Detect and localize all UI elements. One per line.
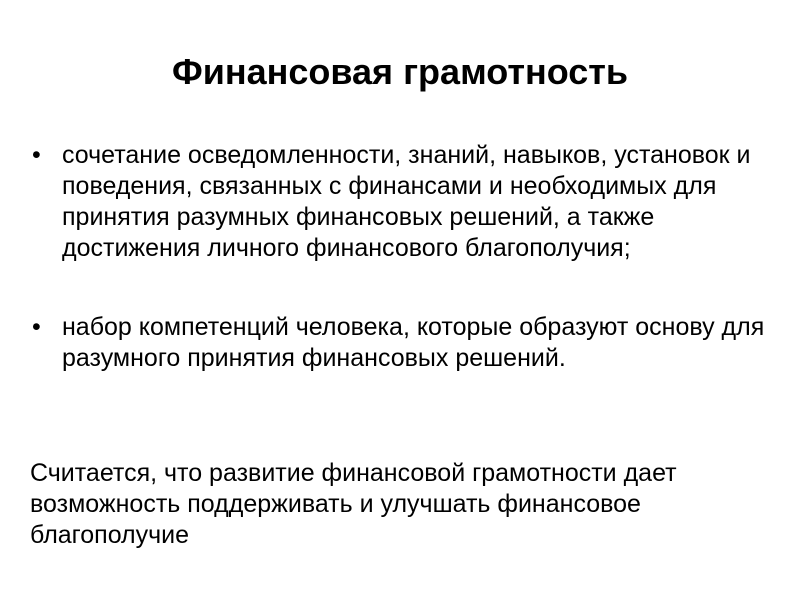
conclusion-text: Считается, что развитие финансовой грамотности дает возможность поддерживать и улучшать финансовое благополучие — [30, 459, 677, 549]
slide-title: Финансовая грамотность — [172, 51, 628, 92]
bullet-marker: • — [32, 141, 41, 169]
bullet-text: сочетание осведомленности, знаний, навыков, установок и поведения, связанных с финансами и необходимых для принятия разумных финансовых решений, а также достижения личного финансового благополучия; — [62, 141, 751, 262]
bullet-text: набор компетенций человека, которые образуют основу для разумного принятия финансовых решений. — [62, 313, 765, 372]
bullet-item-definition — [30, 140, 775, 264]
bullet-list — [30, 140, 775, 374]
bullet-marker: • — [32, 313, 41, 341]
bullet-item-competencies — [30, 312, 775, 374]
